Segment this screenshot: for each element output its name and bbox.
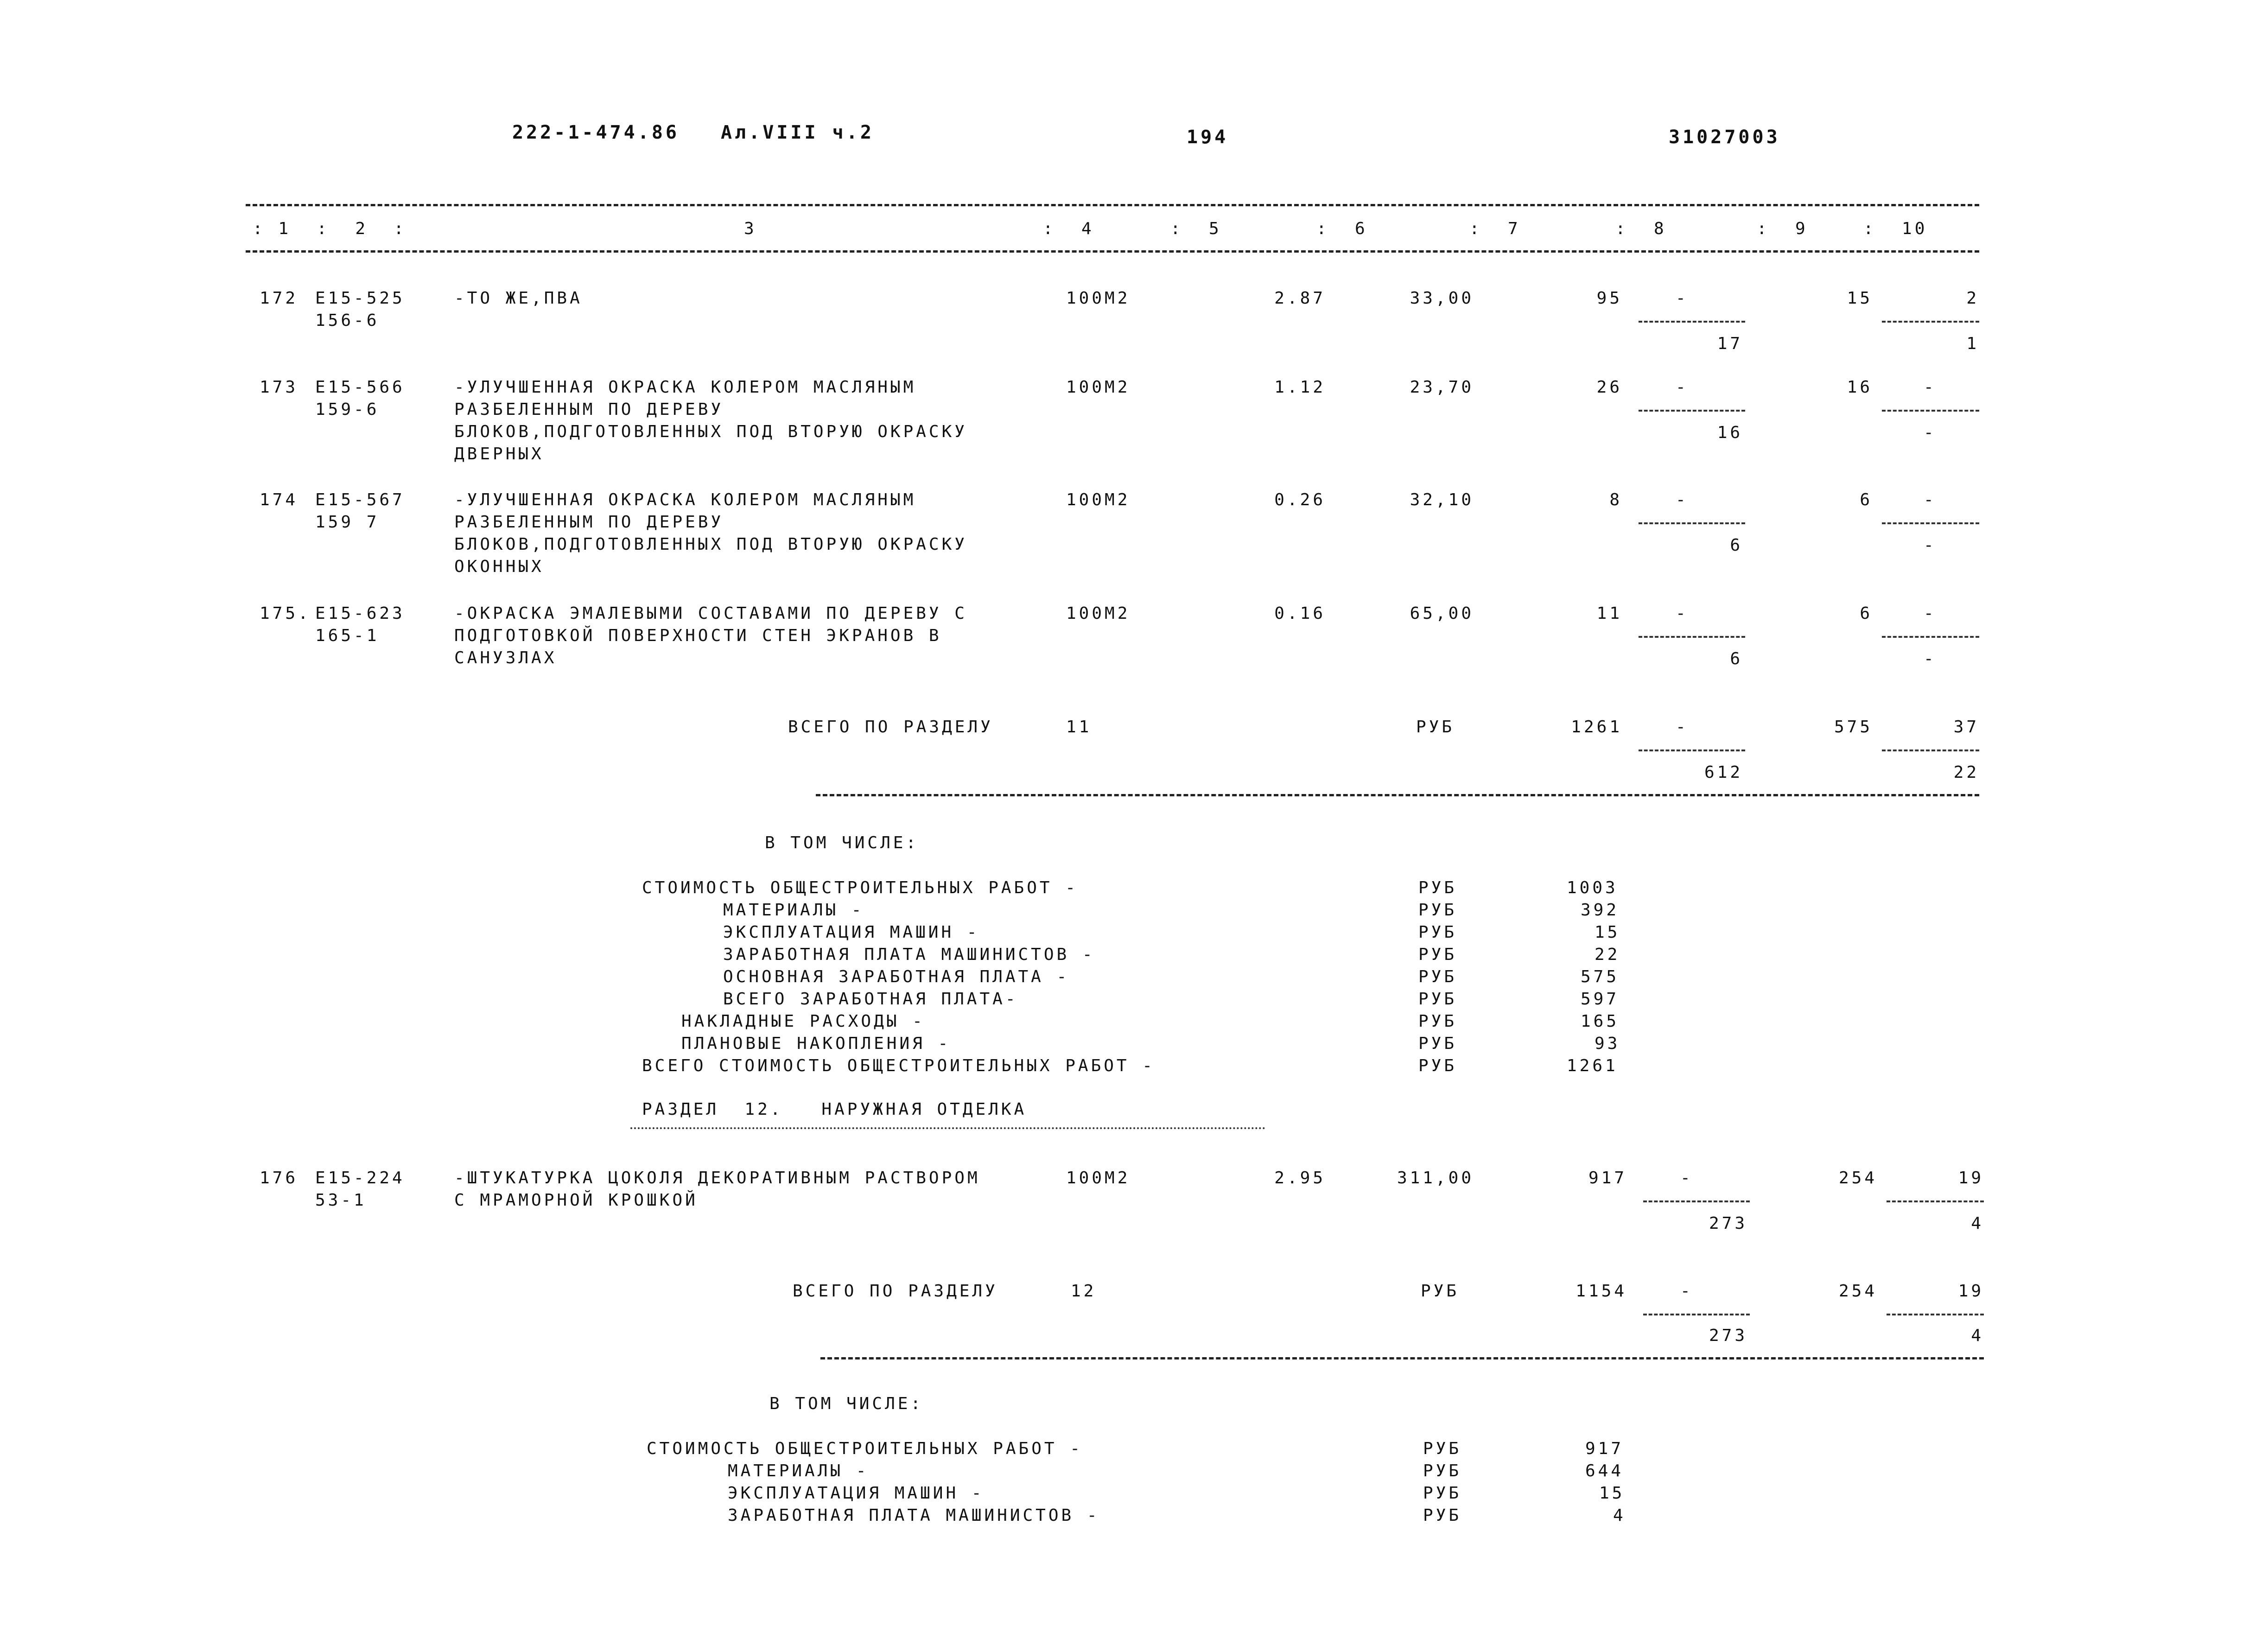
breakdown-label: СТОИМОСТЬ ОБЩЕСТРОИТЕЛЬНЫХ РАБОТ - (647, 1439, 1083, 1458)
breakdown-value: 22 (1595, 945, 1620, 964)
section-rule (820, 1357, 1984, 1359)
col-header-10: : 10 (1863, 219, 1928, 238)
breakdown-label: ЗАРАБОТНАЯ ПЛАТА МАШИНИСТОВ - (723, 945, 1095, 964)
breakdown-label: ЭКСПЛУАТАЦИЯ МАШИН - (723, 923, 980, 942)
row-subcode: 53-1 (315, 1191, 367, 1210)
document-number: 31027003 (1669, 127, 1780, 148)
row-description: -ШТУКАТУРКА ЦОКОЛЯ ДЕКОРАТИВНЫМ РАСТВОРОМ (454, 1169, 980, 1188)
total-unit: РУБ (1421, 1282, 1460, 1301)
row-price: 33,00 (1410, 289, 1474, 308)
row-col8-top: - (1680, 1169, 1693, 1188)
total-col8-bottom: 612 (1704, 763, 1743, 782)
breakdown-label: МАТЕРИАЛЫ - (728, 1461, 869, 1480)
row-col10-bottom: - (1924, 649, 1937, 668)
row-quantity: 0.16 (1274, 604, 1326, 623)
row-col8-top: - (1676, 604, 1689, 623)
page-number: 194 (1187, 127, 1229, 148)
split-rule (1639, 636, 1745, 638)
breakdown-value: 917 (1585, 1439, 1624, 1458)
row-number: 173 (260, 378, 299, 397)
row-description: САНУЗЛАХ (454, 648, 557, 667)
row-col8-top: - (1676, 378, 1689, 397)
row-col10-top: 2 (1966, 289, 1979, 308)
breakdown-value: 93 (1595, 1034, 1620, 1053)
row-col9: 6 (1860, 490, 1873, 509)
row-description: БЛОКОВ,ПОДГОТОВЛЕННЫХ ПОД ВТОРУЮ ОКРАСКУ (454, 535, 967, 554)
table-top-rule (246, 204, 1979, 206)
total-col8-bottom: 273 (1709, 1326, 1747, 1345)
breakdown-value: 575 (1581, 967, 1620, 986)
row-description: РАЗБЕЛЕННЫМ ПО ДЕРЕВУ (454, 513, 724, 532)
breakdown-title: В ТОМ ЧИСЛЕ: (765, 833, 919, 852)
row-code: Е15-623 (315, 604, 405, 623)
row-quantity: 0.26 (1274, 490, 1326, 509)
split-rule (1882, 522, 1979, 524)
breakdown-title: В ТОМ ЧИСЛЕ: (769, 1394, 924, 1413)
col-header-5: : 5 (1170, 219, 1222, 238)
split-rule (1887, 1200, 1984, 1202)
breakdown-unit: РУБ (1423, 1506, 1462, 1525)
row-total: 26 (1596, 378, 1622, 397)
breakdown-label: ОСНОВНАЯ ЗАРАБОТНАЯ ПЛАТА - (723, 967, 1070, 986)
total-unit: РУБ (1416, 718, 1455, 737)
row-col8-bottom: 6 (1730, 649, 1743, 668)
row-code: Е15-525 (315, 289, 405, 308)
total-value: 1261 (1571, 718, 1622, 737)
row-col10-top: 19 (1958, 1169, 1984, 1188)
row-subcode: 159 7 (315, 513, 380, 532)
col-header-1-2: : 1 : 2 : (253, 219, 407, 238)
split-rule (1643, 1314, 1750, 1315)
row-col10-top: - (1924, 604, 1937, 623)
total-col10-bottom: 22 (1953, 763, 1979, 782)
row-col8-bottom: 16 (1717, 423, 1743, 442)
total-col10-bottom: 4 (1971, 1326, 1984, 1345)
total-section-number: 11 (1066, 718, 1092, 737)
total-col10-top: 37 (1953, 718, 1979, 737)
breakdown-value: 644 (1585, 1461, 1624, 1480)
row-unit: 100М2 (1066, 490, 1131, 509)
breakdown-value: 15 (1595, 923, 1620, 942)
col-header-4: : 4 (1043, 219, 1094, 238)
total-section-number: 12 (1071, 1282, 1097, 1301)
row-price: 23,70 (1410, 378, 1474, 397)
section-title: РАЗДЕЛ 12. НАРУЖНАЯ ОТДЕЛКА (642, 1100, 1027, 1119)
row-subcode: 159-6 (315, 400, 380, 419)
row-description: БЛОКОВ,ПОДГОТОВЛЕННЫХ ПОД ВТОРУЮ ОКРАСКУ (454, 422, 967, 441)
col-header-9: : 9 (1757, 219, 1808, 238)
section-rule (816, 794, 1979, 796)
row-price: 65,00 (1410, 604, 1474, 623)
breakdown-label: НАКЛАДНЫЕ РАСХОДЫ - (681, 1012, 925, 1031)
row-description: -ОКРАСКА ЭМАЛЕВЫМИ СОСТАВАМИ ПО ДЕРЕВУ С (454, 604, 967, 623)
row-subcode: 165-1 (315, 626, 380, 645)
split-rule (1882, 636, 1979, 638)
row-description: ПОДГОТОВКОЙ ПОВЕРХНОСТИ СТЕН ЭКРАНОВ В (454, 626, 942, 645)
breakdown-value: 1003 (1567, 878, 1618, 897)
breakdown-label: СТОИМОСТЬ ОБЩЕСТРОИТЕЛЬНЫХ РАБОТ - (642, 878, 1078, 897)
breakdown-unit: РУБ (1423, 1461, 1462, 1480)
breakdown-label: ЭКСПЛУАТАЦИЯ МАШИН - (728, 1484, 985, 1503)
row-total: 95 (1596, 289, 1622, 308)
breakdown-value: 1261 (1567, 1056, 1618, 1075)
breakdown-label: МАТЕРИАЛЫ - (723, 901, 864, 920)
split-rule (1639, 749, 1745, 751)
row-quantity: 2.87 (1274, 289, 1326, 308)
breakdown-value: 597 (1581, 990, 1620, 1009)
row-col9: 6 (1860, 604, 1873, 623)
row-col10-top: - (1924, 378, 1937, 397)
row-number: 175. (260, 604, 311, 623)
total-value: 1154 (1576, 1282, 1627, 1301)
row-price: 32,10 (1410, 490, 1474, 509)
row-col10-bottom: - (1924, 423, 1937, 442)
row-number: 174 (260, 490, 299, 509)
row-unit: 100М2 (1066, 289, 1131, 308)
breakdown-label: ЗАРАБОТНАЯ ПЛАТА МАШИНИСТОВ - (728, 1506, 1100, 1525)
split-rule (1639, 410, 1745, 412)
row-col8-bottom: 6 (1730, 536, 1743, 555)
row-unit: 100М2 (1066, 378, 1131, 397)
breakdown-unit: РУБ (1418, 990, 1457, 1009)
total-col10-top: 19 (1958, 1282, 1984, 1301)
row-code: Е15-224 (315, 1169, 405, 1188)
total-col8-top: - (1676, 718, 1689, 737)
row-description: С МРАМОРНОЙ КРОШКОЙ (454, 1191, 698, 1210)
row-code: Е15-566 (315, 378, 405, 397)
split-rule (1882, 410, 1979, 412)
split-rule (1639, 321, 1745, 323)
col-header-8: : 8 (1615, 219, 1667, 238)
col-header-3: 3 (744, 219, 757, 238)
breakdown-unit: РУБ (1418, 1056, 1457, 1075)
breakdown-unit: РУБ (1418, 945, 1457, 964)
row-col10-bottom: 1 (1966, 334, 1979, 353)
row-quantity: 1.12 (1274, 378, 1326, 397)
breakdown-unit: РУБ (1418, 923, 1457, 942)
row-col8-bottom: 17 (1717, 334, 1743, 353)
row-total: 8 (1609, 490, 1622, 509)
row-description: ДВЕРНЫХ (454, 445, 544, 464)
row-col10-top: - (1924, 490, 1937, 509)
breakdown-unit: РУБ (1418, 878, 1457, 897)
breakdown-value: 4 (1613, 1506, 1626, 1525)
total-col8-top: - (1680, 1282, 1693, 1301)
table-header-rule (246, 250, 1979, 253)
row-description: -УЛУЧШЕННАЯ ОКРАСКА КОЛЕРОМ МАСЛЯНЫМ (454, 490, 916, 509)
row-total: 11 (1596, 604, 1622, 623)
row-col10-bottom: - (1924, 536, 1937, 555)
total-label: ВСЕГО ПО РАЗДЕЛУ (788, 718, 993, 737)
row-number: 172 (260, 289, 299, 308)
breakdown-unit: РУБ (1423, 1439, 1462, 1458)
breakdown-unit: РУБ (1423, 1484, 1462, 1503)
row-col9: 16 (1847, 378, 1873, 397)
breakdown-value: 15 (1599, 1484, 1625, 1503)
breakdown-unit: РУБ (1418, 1034, 1457, 1053)
col-header-7: : 7 (1469, 219, 1521, 238)
section-title-rule (630, 1127, 1265, 1129)
row-code: Е15-567 (315, 490, 405, 509)
row-subcode: 156-6 (315, 311, 380, 330)
row-number: 176 (260, 1169, 299, 1188)
row-col10-bottom: 4 (1971, 1214, 1984, 1233)
breakdown-label: ВСЕГО ЗАРАБОТНАЯ ПЛАТА- (723, 990, 1018, 1009)
split-rule (1882, 321, 1979, 323)
breakdown-value: 392 (1581, 901, 1620, 920)
total-col9: 575 (1834, 718, 1873, 737)
split-rule (1882, 749, 1979, 751)
document-code: 222-1-474.86 (512, 122, 680, 143)
album-ref: Ал.VIII ч.2 (721, 122, 874, 143)
row-col9: 254 (1838, 1169, 1877, 1188)
breakdown-unit: РУБ (1418, 1012, 1457, 1031)
row-description: ОКОННЫХ (454, 557, 544, 576)
row-description: -ТО ЖЕ,ПВА (454, 289, 583, 308)
split-rule (1639, 522, 1745, 524)
split-rule (1887, 1314, 1984, 1315)
breakdown-value: 165 (1581, 1012, 1620, 1031)
row-quantity: 2.95 (1274, 1169, 1326, 1188)
col-header-6: : 6 (1316, 219, 1368, 238)
row-description: -УЛУЧШЕННАЯ ОКРАСКА КОЛЕРОМ МАСЛЯНЫМ (454, 378, 916, 397)
row-col9: 15 (1847, 289, 1873, 308)
row-col8-top: - (1676, 490, 1689, 509)
breakdown-unit: РУБ (1418, 901, 1457, 920)
total-col9: 254 (1838, 1282, 1877, 1301)
breakdown-label: ВСЕГО СТОИМОСТЬ ОБЩЕСТРОИТЕЛЬНЫХ РАБОТ - (642, 1056, 1155, 1075)
row-unit: 100М2 (1066, 1169, 1131, 1188)
row-col8-top: - (1676, 289, 1689, 308)
row-total: 917 (1588, 1169, 1627, 1188)
row-price: 311,00 (1397, 1169, 1474, 1188)
breakdown-label: ПЛАНОВЫЕ НАКОПЛЕНИЯ - (681, 1034, 951, 1053)
row-unit: 100М2 (1066, 604, 1131, 623)
row-description: РАЗБЕЛЕННЫМ ПО ДЕРЕВУ (454, 400, 724, 419)
total-label: ВСЕГО ПО РАЗДЕЛУ (793, 1282, 998, 1301)
row-col8-bottom: 273 (1709, 1214, 1747, 1233)
breakdown-unit: РУБ (1418, 967, 1457, 986)
split-rule (1643, 1200, 1750, 1202)
